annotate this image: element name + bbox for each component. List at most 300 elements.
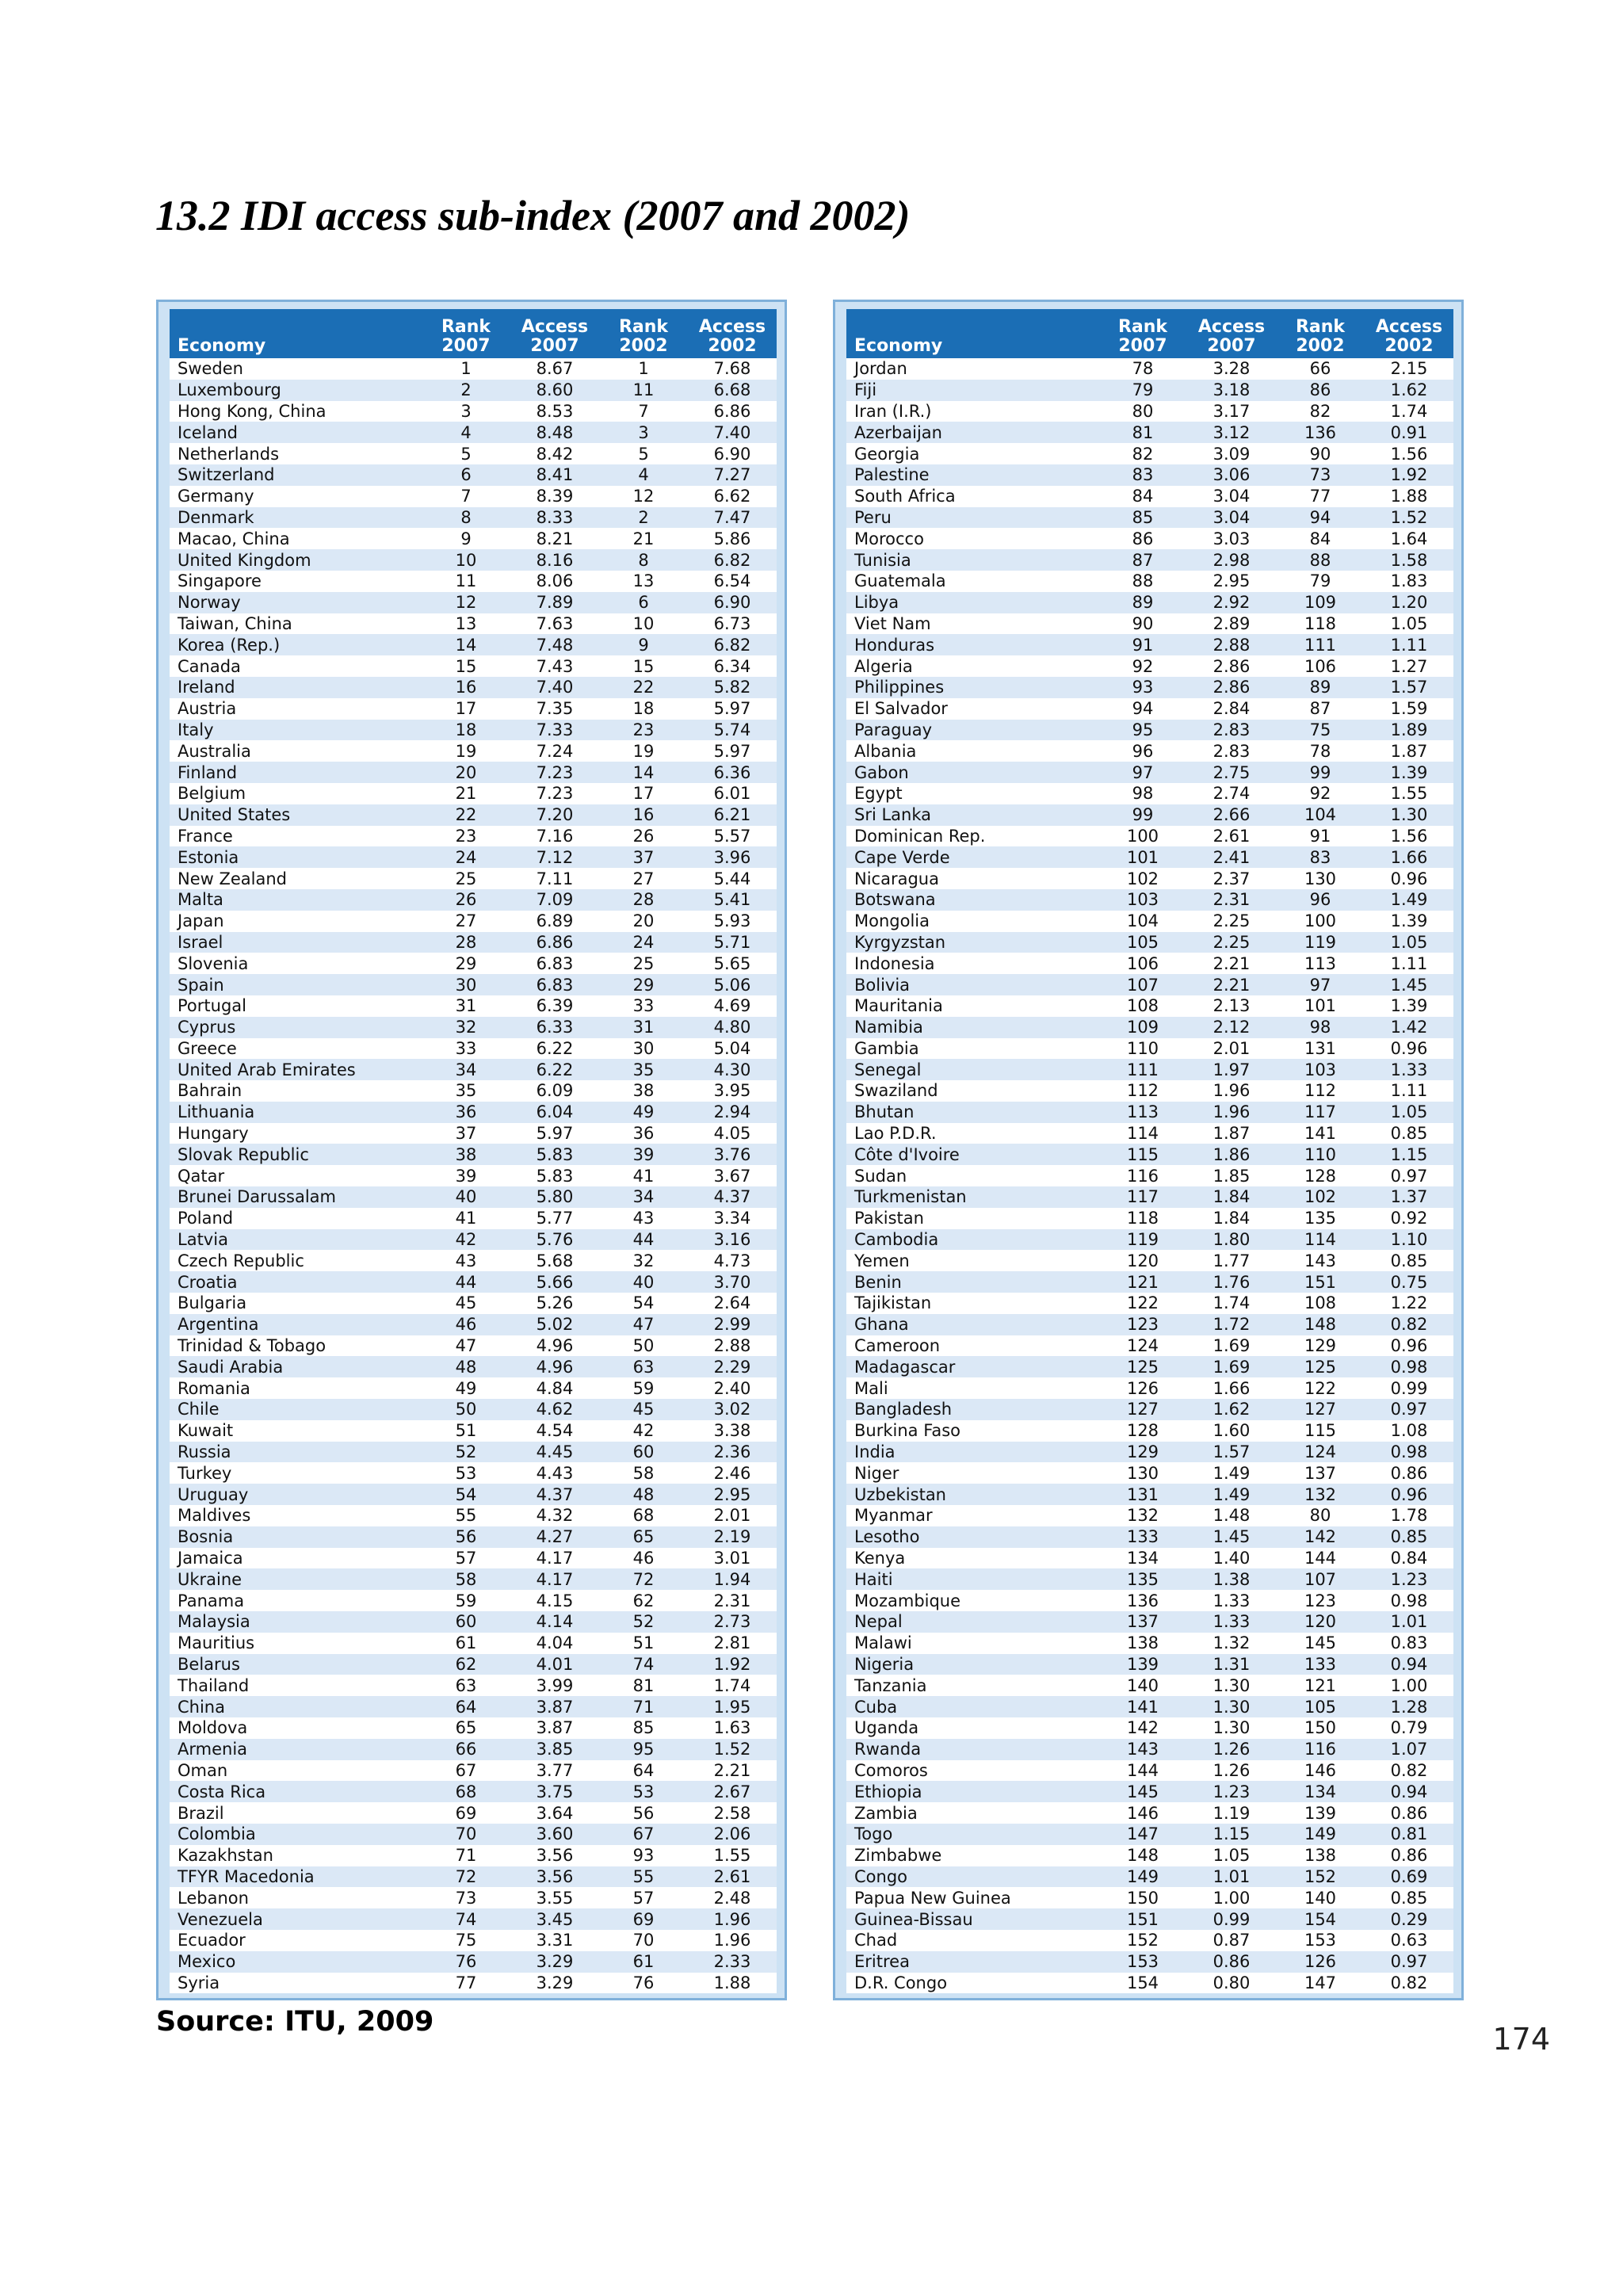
cell-rank-2007: 3: [422, 401, 510, 422]
cell-access-2002: 1.22: [1365, 1293, 1453, 1314]
cell-rank-2007: 18: [422, 720, 510, 741]
table-row: [170, 1824, 777, 1845]
cell-economy: Sudan: [846, 1165, 1098, 1186]
table-row: [846, 1271, 1453, 1293]
cell-economy: Zambia: [846, 1802, 1098, 1824]
cell-access-2002: 6.73: [688, 613, 777, 635]
cell-rank-2007: 7: [422, 486, 510, 507]
table-row: [846, 889, 1453, 911]
cell-access-2002: 4.73: [688, 1250, 777, 1271]
table-row: [846, 932, 1453, 953]
cell-rank-2002: 124: [1276, 1442, 1365, 1463]
header-year: 2002: [708, 336, 757, 356]
cell-economy: Kuwait: [170, 1420, 422, 1442]
cell-access-2007: 3.03: [1187, 528, 1276, 549]
cell-access-2007: 5.97: [510, 1123, 599, 1144]
cell-rank-2007: 17: [422, 698, 510, 720]
cell-rank-2007: 30: [422, 974, 510, 995]
cell-rank-2002: 141: [1276, 1123, 1365, 1144]
cell-rank-2002: 78: [1276, 740, 1365, 762]
cell-access-2007: 8.21: [510, 528, 599, 549]
cell-access-2007: 4.62: [510, 1399, 599, 1420]
cell-rank-2002: 32: [599, 1250, 688, 1271]
cell-rank-2002: 147: [1276, 1973, 1365, 1994]
cell-economy: Belgium: [170, 783, 422, 804]
cell-economy: Papua New Guinea: [846, 1887, 1098, 1908]
cell-rank-2002: 18: [599, 698, 688, 720]
cell-economy: Georgia: [846, 443, 1098, 464]
cell-access-2002: 1.92: [688, 1654, 777, 1675]
cell-access-2007: 3.60: [510, 1824, 599, 1845]
header-rank-2002: [1276, 309, 1365, 358]
table-body-left: [170, 358, 777, 1993]
cell-rank-2002: 139: [1276, 1802, 1365, 1824]
cell-access-2007: 1.30: [1187, 1675, 1276, 1696]
cell-economy: Greece: [170, 1038, 422, 1060]
cell-access-2007: 4.43: [510, 1462, 599, 1484]
cell-rank-2002: 132: [1276, 1484, 1365, 1505]
table-row: [170, 1717, 777, 1739]
cell-rank-2002: 33: [599, 995, 688, 1017]
cell-rank-2002: 144: [1276, 1548, 1365, 1569]
cell-access-2007: 3.64: [510, 1802, 599, 1824]
cell-access-2002: 2.46: [688, 1462, 777, 1484]
cell-economy: Ukraine: [170, 1568, 422, 1590]
cell-rank-2002: 56: [599, 1802, 688, 1824]
cell-economy: Mauritania: [846, 995, 1098, 1017]
cell-access-2002: 6.90: [688, 443, 777, 464]
cell-access-2002: 5.86: [688, 528, 777, 549]
table-header-row: [846, 309, 1453, 358]
cell-access-2007: 6.22: [510, 1038, 599, 1060]
cell-rank-2002: 45: [599, 1399, 688, 1420]
header-label: Economy: [178, 336, 266, 356]
table-row: [846, 1144, 1453, 1165]
cell-access-2007: 3.28: [1187, 358, 1276, 380]
header-access-2007: [1187, 309, 1276, 358]
table-row: [846, 380, 1453, 401]
header-year: 2002: [1296, 336, 1345, 356]
cell-economy: Thailand: [170, 1675, 422, 1696]
cell-rank-2002: 21: [599, 528, 688, 549]
cell-access-2002: 7.27: [688, 464, 777, 486]
cell-economy: Colombia: [170, 1824, 422, 1845]
cell-rank-2002: 99: [1276, 762, 1365, 783]
cell-access-2007: 1.85: [1187, 1165, 1276, 1186]
cell-access-2007: 0.99: [1187, 1908, 1276, 1930]
cell-access-2007: 8.39: [510, 486, 599, 507]
cell-rank-2002: 120: [1276, 1611, 1365, 1633]
cell-rank-2007: 24: [422, 846, 510, 868]
cell-access-2007: 2.41: [1187, 846, 1276, 868]
cell-rank-2007: 32: [422, 1017, 510, 1038]
cell-access-2002: 2.48: [688, 1887, 777, 1908]
table-row: [846, 1186, 1453, 1208]
cell-rank-2002: 152: [1276, 1866, 1365, 1888]
cell-rank-2002: 98: [1276, 1017, 1365, 1038]
cell-economy: Chile: [170, 1399, 422, 1420]
cell-rank-2002: 50: [599, 1335, 688, 1357]
cell-access-2007: 3.99: [510, 1675, 599, 1696]
table-row: [846, 740, 1453, 762]
cell-rank-2002: 15: [599, 655, 688, 677]
cell-rank-2002: 96: [1276, 889, 1365, 911]
cell-rank-2002: 75: [1276, 720, 1365, 741]
table-row: [170, 740, 777, 762]
cell-rank-2002: 128: [1276, 1165, 1365, 1186]
cell-access-2007: 5.77: [510, 1208, 599, 1229]
cell-access-2002: 4.69: [688, 995, 777, 1017]
cell-rank-2007: 58: [422, 1568, 510, 1590]
cell-access-2002: 3.67: [688, 1165, 777, 1186]
table-row: [846, 422, 1453, 443]
cell-access-2007: 5.83: [510, 1144, 599, 1165]
cell-rank-2002: 127: [1276, 1399, 1365, 1420]
cell-economy: Uzbekistan: [846, 1484, 1098, 1505]
cell-access-2002: 3.95: [688, 1080, 777, 1102]
cell-rank-2007: 144: [1098, 1760, 1187, 1782]
cell-economy: Mexico: [170, 1951, 422, 1973]
table-panel-left: [156, 300, 787, 2000]
cell-access-2007: 7.12: [510, 846, 599, 868]
cell-access-2007: 4.45: [510, 1442, 599, 1463]
cell-access-2007: 5.66: [510, 1271, 599, 1293]
table-row: [170, 1377, 777, 1399]
cell-economy: Sweden: [170, 358, 422, 380]
header-label: Rank: [1117, 317, 1168, 337]
table-row: [846, 1526, 1453, 1548]
table-row: [170, 1654, 777, 1675]
cell-access-2002: 0.91: [1365, 422, 1453, 443]
cell-access-2002: 1.58: [1365, 549, 1453, 571]
cell-rank-2007: 16: [422, 677, 510, 698]
cell-access-2002: 0.83: [1365, 1633, 1453, 1654]
cell-rank-2007: 102: [1098, 868, 1187, 889]
cell-economy: Turkey: [170, 1462, 422, 1484]
cell-access-2002: 5.06: [688, 974, 777, 995]
header-rank-2002: [599, 309, 688, 358]
cell-rank-2002: 146: [1276, 1760, 1365, 1782]
table-row: [170, 571, 777, 592]
cell-access-2002: 3.38: [688, 1420, 777, 1442]
cell-access-2002: 2.21: [688, 1760, 777, 1782]
cell-access-2007: 3.45: [510, 1908, 599, 1930]
cell-rank-2002: 64: [599, 1760, 688, 1782]
table-row: [170, 1526, 777, 1548]
table-row: [170, 1356, 777, 1377]
cell-rank-2002: 60: [599, 1442, 688, 1463]
cell-access-2007: 2.88: [1187, 634, 1276, 655]
cell-access-2007: 2.01: [1187, 1038, 1276, 1060]
cell-rank-2002: 46: [599, 1548, 688, 1569]
cell-economy: Ireland: [170, 677, 422, 698]
cell-economy: Bhutan: [846, 1102, 1098, 1123]
cell-access-2007: 0.87: [1187, 1930, 1276, 1951]
cell-economy: United States: [170, 804, 422, 826]
cell-access-2002: 5.44: [688, 868, 777, 889]
cell-rank-2007: 43: [422, 1250, 510, 1271]
cell-economy: Malta: [170, 889, 422, 911]
cell-rank-2007: 92: [1098, 655, 1187, 677]
table-row: [170, 1229, 777, 1251]
cell-economy: Portugal: [170, 995, 422, 1017]
cell-economy: Russia: [170, 1442, 422, 1463]
cell-rank-2007: 137: [1098, 1611, 1187, 1633]
cell-access-2002: 3.16: [688, 1229, 777, 1251]
table-row: [846, 571, 1453, 592]
table-row: [170, 1611, 777, 1633]
cell-economy: Namibia: [846, 1017, 1098, 1038]
cell-access-2007: 1.30: [1187, 1717, 1276, 1739]
header-year: 2007: [530, 336, 579, 356]
cell-access-2007: 2.66: [1187, 804, 1276, 826]
table-row: [170, 1442, 777, 1463]
cell-economy: Madagascar: [846, 1356, 1098, 1377]
cell-economy: Egypt: [846, 783, 1098, 804]
table-row: [170, 826, 777, 847]
cell-access-2007: 2.75: [1187, 762, 1276, 783]
cell-access-2007: 1.23: [1187, 1781, 1276, 1802]
cell-access-2002: 2.40: [688, 1377, 777, 1399]
cell-economy: Rwanda: [846, 1739, 1098, 1760]
cell-access-2007: 7.48: [510, 634, 599, 655]
cell-rank-2007: 49: [422, 1377, 510, 1399]
cell-economy: Saudi Arabia: [170, 1356, 422, 1377]
table-row: [846, 1675, 1453, 1696]
table-row: [846, 1845, 1453, 1866]
cell-access-2002: 1.11: [1365, 634, 1453, 655]
cell-economy: Myanmar: [846, 1505, 1098, 1526]
cell-access-2007: 2.13: [1187, 995, 1276, 1017]
cell-economy: Israel: [170, 932, 422, 953]
cell-rank-2002: 19: [599, 740, 688, 762]
cell-rank-2007: 133: [1098, 1526, 1187, 1548]
cell-access-2007: 1.72: [1187, 1314, 1276, 1335]
cell-rank-2002: 68: [599, 1505, 688, 1526]
cell-access-2007: 1.96: [1187, 1080, 1276, 1102]
cell-rank-2007: 91: [1098, 634, 1187, 655]
cell-access-2007: 8.42: [510, 443, 599, 464]
cell-access-2007: 1.60: [1187, 1420, 1276, 1442]
cell-economy: Mozambique: [846, 1590, 1098, 1611]
cell-rank-2007: 64: [422, 1696, 510, 1717]
cell-access-2007: 3.87: [510, 1696, 599, 1717]
cell-access-2002: 0.94: [1365, 1654, 1453, 1675]
page-number: 174: [1492, 2022, 1550, 2057]
table-row: [846, 1973, 1453, 1994]
cell-access-2002: 6.21: [688, 804, 777, 826]
cell-access-2002: 1.92: [1365, 464, 1453, 486]
cell-rank-2007: 26: [422, 889, 510, 911]
table-row: [170, 358, 777, 380]
cell-rank-2002: 31: [599, 1017, 688, 1038]
table-row: [846, 826, 1453, 847]
table-row: [846, 1930, 1453, 1951]
table-row: [170, 1739, 777, 1760]
cell-rank-2002: 69: [599, 1908, 688, 1930]
table-row: [170, 1633, 777, 1654]
table-row: [170, 1335, 777, 1357]
cell-rank-2002: 86: [1276, 380, 1365, 401]
cell-rank-2002: 129: [1276, 1335, 1365, 1357]
cell-rank-2002: 29: [599, 974, 688, 995]
cell-access-2002: 1.23: [1365, 1568, 1453, 1590]
cell-rank-2007: 120: [1098, 1250, 1187, 1271]
cell-rank-2007: 147: [1098, 1824, 1187, 1845]
cell-access-2002: 5.04: [688, 1038, 777, 1060]
cell-rank-2002: 43: [599, 1208, 688, 1229]
cell-access-2002: 4.05: [688, 1123, 777, 1144]
cell-economy: Germany: [170, 486, 422, 507]
table-row: [846, 1102, 1453, 1123]
cell-economy: Niger: [846, 1462, 1098, 1484]
cell-access-2002: 4.80: [688, 1017, 777, 1038]
header-access-2002: [688, 309, 777, 358]
cell-access-2002: 0.85: [1365, 1526, 1453, 1548]
cell-access-2007: 3.04: [1187, 507, 1276, 529]
table-row: [846, 911, 1453, 932]
cell-economy: Palestine: [846, 464, 1098, 486]
cell-economy: Zimbabwe: [846, 1845, 1098, 1866]
cell-rank-2007: 111: [1098, 1059, 1187, 1080]
cell-rank-2002: 16: [599, 804, 688, 826]
cell-access-2007: 1.97: [1187, 1059, 1276, 1080]
cell-access-2002: 2.95: [688, 1484, 777, 1505]
cell-rank-2002: 62: [599, 1590, 688, 1611]
cell-access-2007: 7.16: [510, 826, 599, 847]
table-row: [170, 1314, 777, 1335]
cell-access-2007: 7.11: [510, 868, 599, 889]
table-row: [170, 1250, 777, 1271]
cell-rank-2002: 55: [599, 1866, 688, 1888]
cell-rank-2007: 103: [1098, 889, 1187, 911]
cell-access-2002: 0.63: [1365, 1930, 1453, 1951]
cell-access-2002: 2.19: [688, 1526, 777, 1548]
cell-rank-2002: 38: [599, 1080, 688, 1102]
cell-economy: South Africa: [846, 486, 1098, 507]
cell-access-2002: 0.86: [1365, 1462, 1453, 1484]
header-year: 2002: [1384, 336, 1434, 356]
cell-economy: Honduras: [846, 634, 1098, 655]
table-row: [170, 995, 777, 1017]
cell-economy: Kazakhstan: [170, 1845, 422, 1866]
cell-rank-2002: 119: [1276, 932, 1365, 953]
cell-access-2002: 1.27: [1365, 655, 1453, 677]
cell-rank-2007: 41: [422, 1208, 510, 1229]
cell-rank-2007: 101: [1098, 846, 1187, 868]
cell-rank-2007: 152: [1098, 1930, 1187, 1951]
table-row: [846, 613, 1453, 635]
cell-rank-2007: 129: [1098, 1442, 1187, 1463]
cell-rank-2002: 104: [1276, 804, 1365, 826]
cell-economy: Jordan: [846, 358, 1098, 380]
cell-rank-2007: 126: [1098, 1377, 1187, 1399]
cell-rank-2002: 35: [599, 1059, 688, 1080]
cell-economy: France: [170, 826, 422, 847]
cell-access-2002: 1.01: [1365, 1611, 1453, 1633]
cell-economy: Finland: [170, 762, 422, 783]
cell-rank-2007: 107: [1098, 974, 1187, 995]
cell-access-2002: 5.93: [688, 911, 777, 932]
cell-access-2007: 5.68: [510, 1250, 599, 1271]
cell-access-2002: 1.42: [1365, 1017, 1453, 1038]
cell-rank-2007: 27: [422, 911, 510, 932]
cell-rank-2007: 124: [1098, 1335, 1187, 1357]
table-row: [846, 1017, 1453, 1038]
cell-economy: Kenya: [846, 1548, 1098, 1569]
cell-rank-2002: 125: [1276, 1356, 1365, 1377]
header-label: Access: [1197, 317, 1266, 337]
cell-access-2002: 6.82: [688, 634, 777, 655]
cell-access-2007: 4.17: [510, 1548, 599, 1569]
cell-access-2007: 6.33: [510, 1017, 599, 1038]
cell-rank-2002: 105: [1276, 1696, 1365, 1717]
table-row: [170, 762, 777, 783]
cell-rank-2007: 134: [1098, 1548, 1187, 1569]
cell-access-2007: 1.01: [1187, 1866, 1276, 1888]
cell-access-2007: 4.14: [510, 1611, 599, 1633]
cell-access-2002: 7.40: [688, 422, 777, 443]
cell-rank-2007: 119: [1098, 1229, 1187, 1251]
cell-rank-2007: 37: [422, 1123, 510, 1144]
cell-rank-2007: 88: [1098, 571, 1187, 592]
cell-access-2002: 0.82: [1365, 1760, 1453, 1782]
cell-rank-2007: 54: [422, 1484, 510, 1505]
cell-economy: Bolivia: [846, 974, 1098, 995]
cell-access-2007: 5.83: [510, 1165, 599, 1186]
cell-economy: El Salvador: [846, 698, 1098, 720]
table-row: [170, 889, 777, 911]
cell-rank-2002: 130: [1276, 868, 1365, 889]
cell-access-2002: 0.94: [1365, 1781, 1453, 1802]
cell-access-2002: 1.07: [1365, 1739, 1453, 1760]
cell-rank-2007: 40: [422, 1186, 510, 1208]
table-row: [846, 1611, 1453, 1633]
cell-rank-2007: 80: [1098, 401, 1187, 422]
header-label: Access: [698, 317, 766, 337]
cell-access-2002: 3.34: [688, 1208, 777, 1229]
cell-access-2002: 0.92: [1365, 1208, 1453, 1229]
cell-economy: Bosnia: [170, 1526, 422, 1548]
table-row: [170, 846, 777, 868]
cell-access-2002: 5.41: [688, 889, 777, 911]
cell-rank-2007: 19: [422, 740, 510, 762]
cell-access-2002: 1.52: [688, 1739, 777, 1760]
cell-rank-2007: 13: [422, 613, 510, 635]
cell-rank-2002: 63: [599, 1356, 688, 1377]
cell-access-2007: 6.09: [510, 1080, 599, 1102]
cell-rank-2007: 44: [422, 1271, 510, 1293]
cell-access-2007: 4.96: [510, 1356, 599, 1377]
table-row: [170, 1462, 777, 1484]
cell-rank-2007: 122: [1098, 1293, 1187, 1314]
cell-access-2007: 1.86: [1187, 1144, 1276, 1165]
cell-access-2002: 1.30: [1365, 804, 1453, 826]
cell-economy: Senegal: [846, 1059, 1098, 1080]
cell-economy: Maldives: [170, 1505, 422, 1526]
cell-rank-2002: 126: [1276, 1951, 1365, 1973]
cell-rank-2002: 112: [1276, 1080, 1365, 1102]
table-row: [170, 1781, 777, 1802]
cell-access-2002: 5.97: [688, 698, 777, 720]
cell-rank-2002: 149: [1276, 1824, 1365, 1845]
cell-economy: Brazil: [170, 1802, 422, 1824]
cell-access-2002: 0.85: [1365, 1250, 1453, 1271]
table-row: [170, 422, 777, 443]
header-access-2002: [1365, 309, 1453, 358]
table-row: [170, 1590, 777, 1611]
cell-rank-2007: 95: [1098, 720, 1187, 741]
